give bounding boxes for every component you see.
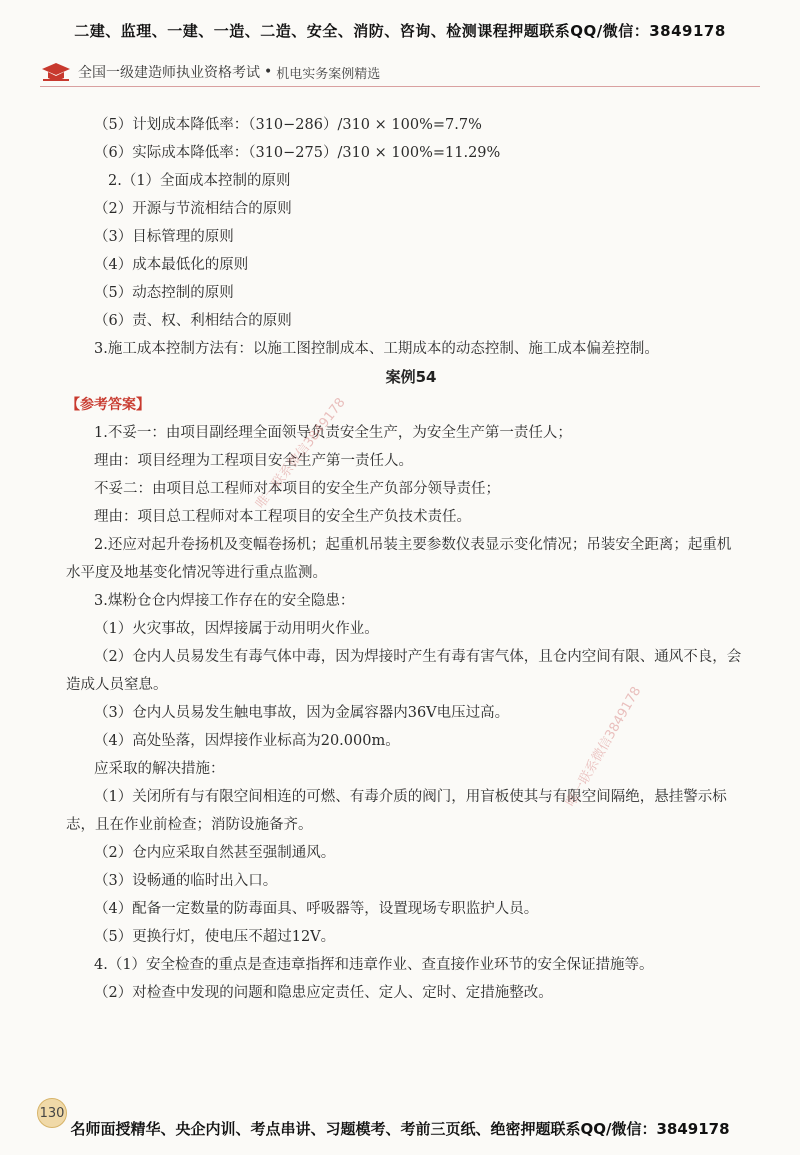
case-title: 案例54 xyxy=(385,368,437,386)
text-line: 理由：项目经理为工程项目安全生产第一责任人。 xyxy=(94,453,413,469)
graduation-cap-icon xyxy=(40,60,72,84)
text-line: （5）更换行灯，使电压不超过12V。 xyxy=(94,929,336,945)
text-line: （5）计划成本降低率：（310−286）/310 × 100%=7.7% xyxy=(94,117,482,133)
text-line: （6）实际成本降低率：（310−275）/310 × 100%=11.29% xyxy=(94,145,501,161)
text-line: （2）仓内应采取自然甚至强制通风。 xyxy=(94,845,336,861)
header-subtitle: 机电实务案例精选 xyxy=(276,66,381,82)
text-line: （3）目标管理的原则 xyxy=(94,229,234,245)
text-line: 应采取的解决措施： xyxy=(94,761,225,777)
text-line: （4）配备一定数量的防毒面具、呼吸器等，设置现场专职监护人员。 xyxy=(94,901,539,917)
text-line: （4）成本最低化的原则 xyxy=(94,257,249,273)
text-line: （4）高处坠落，因焊接作业标高为20.000m。 xyxy=(94,733,400,749)
top-banner: 二建、监理、一建、一造、二造、安全、消防、咨询、检测课程押题联系QQ/微信：3849178 xyxy=(74,22,726,40)
text-paragraph: 3.施工成本控制方法有：以施工图控制成本、工期成本的动态控制、施工成本偏差控制。 xyxy=(94,341,659,357)
text-line: （2）对检查中发现的问题和隐患应定责任、定人、定时、定措施整改。 xyxy=(94,985,553,1001)
header-separator: • xyxy=(264,64,273,80)
text-line: （3）设畅通的临时出入口。 xyxy=(94,873,278,889)
text-line: （6）责、权、利相结合的原则 xyxy=(94,313,292,329)
reference-answer-heading: 【参考答案】 xyxy=(66,397,150,413)
watermark: 唯一联系微信3849178 xyxy=(563,684,645,810)
text-line: （3）仓内人员易发生触电事故，因为金属容器内36V电压过高。 xyxy=(94,705,510,721)
text-line: （1）火灾事故，因焊接属于动用明火作业。 xyxy=(94,621,379,637)
text-line: （2）开源与节流相结合的原则 xyxy=(94,201,292,217)
text-line: 3.煤粉仓仓内焊接工作存在的安全隐患： xyxy=(94,593,355,609)
page-number: 130 xyxy=(37,1098,67,1128)
text-line: 1.不妥一：由项目副经理全面领导负责安全生产，为安全生产第一责任人； xyxy=(94,425,572,441)
bottom-banner: 名师面授精华、央企内训、考点串讲、习题模考、考前三页纸、绝密押题联系QQ/微信：3849178 xyxy=(70,1120,730,1138)
text-line: 理由：项目总工程师对本工程项目的安全生产负技术责任。 xyxy=(94,509,471,525)
text-line: 2.（1）全面成本控制的原则 xyxy=(108,173,291,189)
text-line: 不妥二：由项目总工程师对本项目的安全生产负部分领导责任； xyxy=(94,481,500,497)
page-header xyxy=(40,58,760,87)
text-paragraph: （2）仓内人员易发生有毒气体中毒，因为焊接时产生有毒有害气体，且仓内空间有限、通风不良，会造成人员窒息。 xyxy=(66,649,742,693)
text-paragraph: 2.还应对起升卷扬机及变幅卷扬机；起重机吊装主要参数仪表显示变化情况；吊装安全距离；起重机水平度及地基变化情况等进行重点监测。 xyxy=(66,537,732,581)
text-paragraph: 4.（1）安全检查的重点是查违章指挥和违章作业、查直接作业环节的安全保证措施等。 xyxy=(94,957,654,973)
text-line: （5）动态控制的原则 xyxy=(94,285,234,301)
text-paragraph: （1）关闭所有与有限空间相连的可燃、有毒介质的阀门，用盲板使其与有限空间隔绝，悬挂警示标志，且在作业前检查；消防设施备齐。 xyxy=(66,789,727,833)
page-content xyxy=(66,111,742,1007)
watermark: 唯一联系微信3849178 xyxy=(253,395,349,512)
header-title: 全国一级建造师执业资格考试 xyxy=(78,65,260,81)
